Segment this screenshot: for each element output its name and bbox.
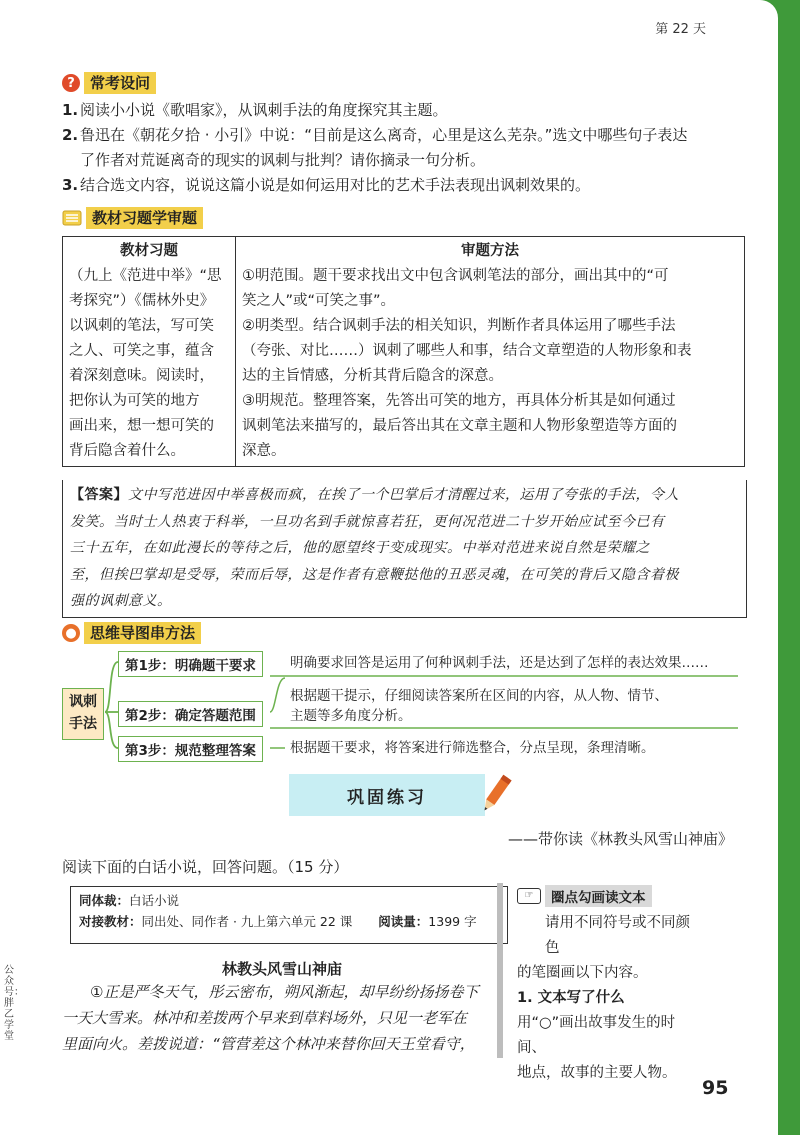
step-3-box: 第3步：规范整理答案	[118, 736, 263, 762]
answer-box: 【答案】文中写范进因中举喜极而疯，在挨了一个巴掌后才清醒过来，运用了夸张的手法，令人 发笑。当时士人热衷于科举，一旦功名到手就惊喜若狂，更何况范进二十岁开始应试至今已有 三十五年，在如此漫长的等待之后，他的愿望终于变成现实。中举对范进来说自然是荣耀之 至，但挨巴掌却是受辱，荣而后辱，这是作者有意鞭挞他的丑恶灵魂，在可笑的背后又隐含着极 强的讽刺意义。	[62, 480, 747, 618]
practice-banner: 巩固练习	[289, 774, 485, 816]
question-item: 了作者对荒诞离奇的现实的讽刺与批判？请你摘录一句分析。	[80, 151, 486, 169]
questions-header	[62, 72, 156, 94]
question-item: 3. 结合选文内容，说说这篇小说是如何运用对比的艺术手法表现出讽刺效果的。	[62, 176, 591, 194]
mindmap-root: 讽刺 手法	[62, 688, 104, 740]
notebook-icon	[62, 210, 82, 226]
reading-info-box: 同体裁：白话小说 对接教材：同出处、同作者 · 九上第六单元 22 课 阅读量：1399 字	[70, 886, 508, 944]
textbook-table	[62, 236, 745, 467]
textbook-title: 教材习题学审题	[86, 207, 203, 229]
textbook-header	[62, 207, 203, 229]
step-3-desc: 根据题干要求，将答案进行筛选整合，分点呈现，条理清晰。	[290, 740, 655, 756]
step-1-desc: 明确要求回答是运用了何种讽刺手法，还是达到了怎样的表达效果……	[290, 655, 709, 671]
question-list	[62, 98, 752, 198]
person-icon: ●	[62, 624, 80, 642]
pencil-icon	[478, 772, 514, 816]
hand-pointer-icon: ☞	[517, 888, 541, 904]
practice-subtitle: ——带你读《林教头风雪山神庙》	[508, 830, 734, 848]
step-2-box: 第2步：确定答题范围	[118, 701, 263, 727]
side-panel: ☞ 圈点勾画读文本 请用不同符号或不同颜色 的笔圈画以下内容。 1. 文本写了什么 用“○”画出故事发生的时间、 地点，故事的主要人物。	[517, 885, 699, 1086]
exercise-cell: 教材习题 （九上《范进中举》“思 考探究”）《儒林外史》 以讽刺的笔法，写可笑 之人、可笑之事，蕴含 着深刻意味。阅读时， 把你认为可笑的地方 画出来，想一想可笑的 背后隐含着什么。	[63, 237, 236, 467]
side-panel-header: ☞ 圈点勾画读文本	[517, 885, 699, 907]
method-head: 审题方法	[461, 243, 519, 259]
side-question-title: 1. 文本写了什么	[517, 990, 625, 1006]
questions-title: 常考设问	[84, 72, 156, 94]
mindmap-header	[62, 622, 201, 644]
story-text: ①正是严冬天气，彤云密布，朔风渐起，却早纷纷扬扬卷下 一天大雪来。林冲和差拨两个早来到草料场外，只见一老军在 里面向火。差拨说道：“管营差这个林冲来替你回天王堂看守，	[62, 983, 479, 1053]
page-number: 95	[702, 1077, 729, 1099]
question-icon: ?	[62, 74, 80, 92]
step-1-box: 第1步：明确题干要求	[118, 651, 263, 677]
method-cell: 审题方法 ①明范围。题干要求找出文中包含讽刺笔法的部分，画出其中的“可 笑之人”或“可笑之事”。 ②明类型。结合讽刺手法的相关知识，判断作者具体运用了哪些手法 （夸张、对比……）讽刺了哪些人和事，结合文章塑造的人物形象和表 达的主旨情感，分析其背后隐含的深意。 ③明规范。整理答案，先答出可笑的地方，再具体分析其是如何通过 讽刺笔法来描写的，最后答出其在文章主题和人物形象塑造等方面的 深意。	[236, 237, 745, 467]
question-item: 2. 鲁迅在《朝花夕拾 · 小引》中说：“目前是这么离奇，心里是这么芜杂。”选文中哪些句子表达	[62, 126, 688, 144]
vertical-watermark: 公众号：胖乙学堂	[4, 965, 24, 1042]
day-label: 第 22 天	[655, 22, 706, 37]
question-item: 1. 阅读小小说《歌唱家》，从讽刺手法的角度探究其主题。	[62, 101, 448, 119]
step-2-desc: 根据题干提示，仔细阅读答案所在区间的内容，从人物、情节、 主题等多角度分析。	[290, 688, 668, 724]
answer-label: 【答案】	[70, 487, 128, 503]
exercise-head: 教材习题	[120, 243, 178, 259]
practice-instruction: 阅读下面的白话小说，回答问题。（15 分）	[62, 858, 349, 876]
story-title: 林教头风雪山神庙	[221, 960, 342, 978]
mindmap-title: 思维导图串方法	[84, 622, 201, 644]
